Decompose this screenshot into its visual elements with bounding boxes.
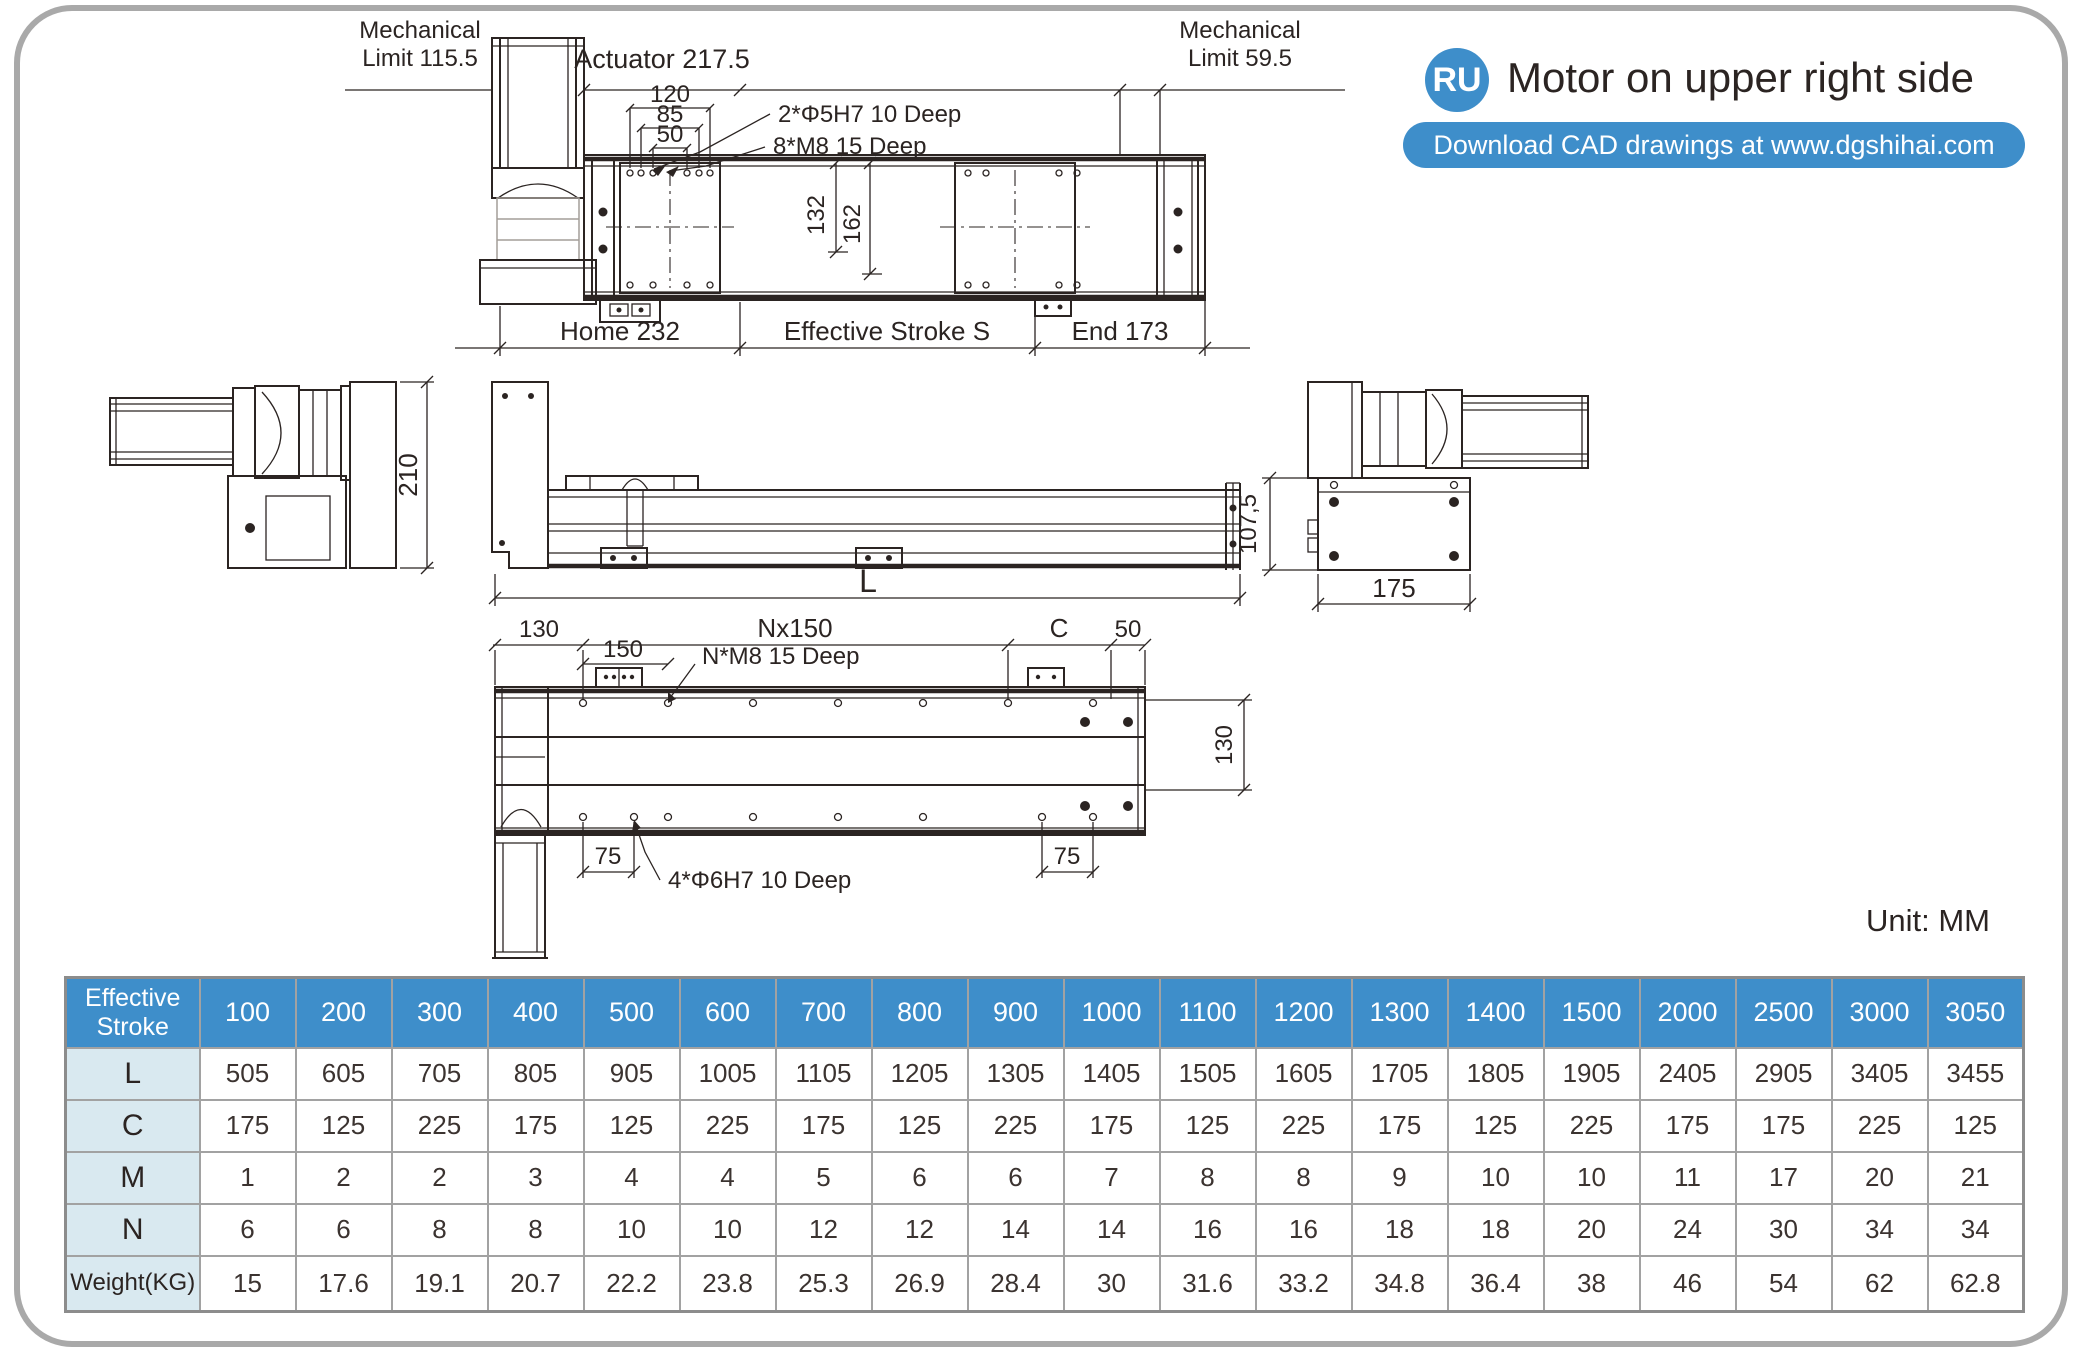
spec-value: 175 bbox=[200, 1100, 296, 1152]
stroke-column-header: 1400 bbox=[1448, 978, 1544, 1048]
spec-value: 1405 bbox=[1064, 1048, 1160, 1100]
dim-nx150-label: Nx150 bbox=[757, 613, 833, 643]
spec-value: 15 bbox=[200, 1256, 296, 1312]
stroke-column-header: 400 bbox=[488, 978, 584, 1048]
dim-132-label: 132 bbox=[803, 194, 830, 236]
side-view bbox=[489, 382, 1246, 606]
corner-label-line2: Stroke bbox=[96, 1012, 169, 1041]
spec-value: 30 bbox=[1736, 1204, 1832, 1256]
spec-value: 8 bbox=[1256, 1152, 1352, 1204]
spec-row bbox=[66, 1048, 2024, 1100]
dim-162-label: 162 bbox=[839, 203, 866, 245]
spec-value: 10 bbox=[680, 1204, 776, 1256]
stroke-column-header: 2000 bbox=[1640, 978, 1736, 1048]
bottom-plan-view bbox=[489, 613, 1252, 958]
spec-value: 34 bbox=[1928, 1204, 2024, 1256]
spec-value: 10 bbox=[1448, 1152, 1544, 1204]
spec-value: 1705 bbox=[1352, 1048, 1448, 1100]
row-label: L bbox=[66, 1048, 200, 1100]
spec-value: 225 bbox=[968, 1100, 1064, 1152]
home-dim-label: Home 232 bbox=[560, 316, 680, 346]
spec-value: 175 bbox=[776, 1100, 872, 1152]
dim-120-label: 120 bbox=[649, 81, 691, 108]
spec-value: 31.6 bbox=[1160, 1256, 1256, 1312]
spec-value: 1605 bbox=[1256, 1048, 1352, 1100]
spec-value: 175 bbox=[1736, 1100, 1832, 1152]
spec-value: 605 bbox=[296, 1048, 392, 1100]
spec-value: 24 bbox=[1640, 1204, 1736, 1256]
stroke-column-header: 1200 bbox=[1256, 978, 1352, 1048]
dim-c-label: C bbox=[1049, 613, 1069, 643]
download-cad-label: Download CAD drawings at www.dgshihai.com bbox=[1433, 129, 1995, 160]
dim-210-label: 210 bbox=[393, 453, 423, 497]
spec-value: 175 bbox=[1064, 1100, 1160, 1152]
spec-value: 1005 bbox=[680, 1048, 776, 1100]
dim-85-label: 85 bbox=[656, 101, 684, 128]
spec-value: 3455 bbox=[1928, 1048, 2024, 1100]
spec-value: 34 bbox=[1832, 1204, 1928, 1256]
spec-value: 805 bbox=[488, 1048, 584, 1100]
corner-label-line1: Effective bbox=[85, 984, 181, 1012]
stroke-column-header: 1000 bbox=[1064, 978, 1160, 1048]
spec-value: 125 bbox=[584, 1100, 680, 1152]
spec-value: 175 bbox=[1352, 1100, 1448, 1152]
spec-value: 175 bbox=[488, 1100, 584, 1152]
spec-value: 34.8 bbox=[1352, 1256, 1448, 1312]
dim-130-left-label: 130 bbox=[518, 616, 560, 643]
pin-holes-note: 2*Φ5H7 10 Deep bbox=[778, 101, 962, 128]
spec-value: 6 bbox=[296, 1204, 392, 1256]
spec-value: 9 bbox=[1352, 1152, 1448, 1204]
spec-value: 33.2 bbox=[1256, 1256, 1352, 1312]
dim-175-label: 175 bbox=[1372, 573, 1416, 603]
spec-value: 38 bbox=[1544, 1256, 1640, 1312]
spec-value: 19.1 bbox=[392, 1256, 488, 1312]
spec-value: 125 bbox=[1448, 1100, 1544, 1152]
mech-limit-right-label-1: Mechanical bbox=[1179, 17, 1301, 44]
spec-value: 4 bbox=[584, 1152, 680, 1204]
dim-150-label: 150 bbox=[602, 636, 644, 663]
mech-limit-left-label-1: Mechanical bbox=[359, 17, 481, 44]
spec-value: 20.7 bbox=[488, 1256, 584, 1312]
spec-value: 17 bbox=[1736, 1152, 1832, 1204]
spec-value: 505 bbox=[200, 1048, 296, 1100]
spec-value: 3 bbox=[488, 1152, 584, 1204]
spec-value: 16 bbox=[1256, 1204, 1352, 1256]
spec-row bbox=[66, 1256, 2024, 1312]
spec-value: 8 bbox=[488, 1204, 584, 1256]
stroke-column-header: 800 bbox=[872, 978, 968, 1048]
spec-value: 36.4 bbox=[1448, 1256, 1544, 1312]
spec-value: 16 bbox=[1160, 1204, 1256, 1256]
stroke-column-header: 1500 bbox=[1544, 978, 1640, 1048]
row-label: N bbox=[66, 1204, 200, 1256]
spec-value: 905 bbox=[584, 1048, 680, 1100]
spec-value: 14 bbox=[1064, 1204, 1160, 1256]
spec-value: 225 bbox=[680, 1100, 776, 1152]
stroke-column-header: 1100 bbox=[1160, 978, 1256, 1048]
spec-value: 20 bbox=[1544, 1204, 1640, 1256]
spec-value: 2405 bbox=[1640, 1048, 1736, 1100]
stroke-column-header: 300 bbox=[392, 978, 488, 1048]
spec-value: 46 bbox=[1640, 1256, 1736, 1312]
spec-value: 17.6 bbox=[296, 1256, 392, 1312]
spec-value: 62 bbox=[1832, 1256, 1928, 1312]
spec-value: 175 bbox=[1640, 1100, 1736, 1152]
spec-value: 54 bbox=[1736, 1256, 1832, 1312]
row-label: C bbox=[66, 1100, 200, 1152]
stroke-column-header: 200 bbox=[296, 978, 392, 1048]
spec-value: 12 bbox=[776, 1204, 872, 1256]
spec-row bbox=[66, 1204, 2024, 1256]
stroke-column-header: 100 bbox=[200, 978, 296, 1048]
mech-limit-right-label-2: Limit 59.5 bbox=[1187, 45, 1293, 72]
spec-value: 22.2 bbox=[584, 1256, 680, 1312]
spec-row bbox=[66, 1152, 2024, 1204]
spec-value: 225 bbox=[392, 1100, 488, 1152]
spec-value: 1105 bbox=[776, 1048, 872, 1100]
spec-value: 125 bbox=[872, 1100, 968, 1152]
spec-table bbox=[64, 976, 2025, 1313]
stroke-dim-label: Effective Stroke S bbox=[783, 316, 991, 346]
dim-75-left-label: 75 bbox=[594, 843, 622, 870]
stroke-column-header: 2500 bbox=[1736, 978, 1832, 1048]
spec-value: 705 bbox=[392, 1048, 488, 1100]
plan-tap-holes-note: N*M8 15 Deep bbox=[702, 643, 860, 670]
stroke-column-header: 700 bbox=[776, 978, 872, 1048]
spec-value: 8 bbox=[1160, 1152, 1256, 1204]
spec-value: 225 bbox=[1256, 1100, 1352, 1152]
spec-value: 28.4 bbox=[968, 1256, 1064, 1312]
spec-value: 25.3 bbox=[776, 1256, 872, 1312]
stroke-column-header: 900 bbox=[968, 978, 1064, 1048]
spec-value: 6 bbox=[872, 1152, 968, 1204]
left-end-view bbox=[110, 376, 434, 574]
spec-value: 1905 bbox=[1544, 1048, 1640, 1100]
stroke-column-header: 3000 bbox=[1832, 978, 1928, 1048]
spec-value: 2 bbox=[392, 1152, 488, 1204]
stroke-header-row bbox=[66, 978, 2024, 1048]
dim-50-label: 50 bbox=[1114, 616, 1142, 643]
stroke-column-header: 500 bbox=[584, 978, 680, 1048]
badge-label: RU bbox=[1432, 60, 1482, 99]
spec-value: 12 bbox=[872, 1204, 968, 1256]
spec-value: 10 bbox=[584, 1204, 680, 1256]
dim-130-side-label: 130 bbox=[1211, 724, 1238, 766]
spec-value: 1305 bbox=[968, 1048, 1064, 1100]
spec-value: 30 bbox=[1064, 1256, 1160, 1312]
spec-value: 18 bbox=[1352, 1204, 1448, 1256]
spec-value: 6 bbox=[968, 1152, 1064, 1204]
spec-value: 5 bbox=[776, 1152, 872, 1204]
end-dim-label: End 173 bbox=[1071, 316, 1169, 346]
dim-50-label: 50 bbox=[656, 121, 684, 148]
spec-value: 125 bbox=[296, 1100, 392, 1152]
actuator-dim-label: Actuator 217.5 bbox=[574, 44, 750, 74]
spec-value: 26.9 bbox=[872, 1256, 968, 1312]
stroke-column-header: 1300 bbox=[1352, 978, 1448, 1048]
spec-value: 21 bbox=[1928, 1152, 2024, 1204]
row-label: Weight(KG) bbox=[66, 1256, 200, 1312]
dim-length-label: L bbox=[859, 563, 877, 599]
spec-value: 1505 bbox=[1160, 1048, 1256, 1100]
front-elevation-view bbox=[345, 17, 1345, 356]
spec-value: 4 bbox=[680, 1152, 776, 1204]
stroke-column-header: 600 bbox=[680, 978, 776, 1048]
spec-value: 1805 bbox=[1448, 1048, 1544, 1100]
tap-holes-note: 8*M8 15 Deep bbox=[773, 133, 927, 160]
spec-value: 225 bbox=[1832, 1100, 1928, 1152]
unit-note: Unit: MM bbox=[1866, 903, 1990, 938]
corner-header-cell bbox=[66, 978, 200, 1048]
spec-value: 62.8 bbox=[1928, 1256, 2024, 1312]
spec-value: 10 bbox=[1544, 1152, 1640, 1204]
row-label: M bbox=[66, 1152, 200, 1204]
spec-value: 11 bbox=[1640, 1152, 1736, 1204]
spec-row bbox=[66, 1100, 2024, 1152]
spec-value: 1 bbox=[200, 1152, 296, 1204]
spec-value: 8 bbox=[392, 1204, 488, 1256]
spec-value: 2905 bbox=[1736, 1048, 1832, 1100]
page-title: Motor on upper right side bbox=[1507, 54, 1974, 101]
stroke-column-header: 3050 bbox=[1928, 978, 2024, 1048]
spec-value: 7 bbox=[1064, 1152, 1160, 1204]
spec-value: 1205 bbox=[872, 1048, 968, 1100]
right-end-view bbox=[1235, 382, 1588, 612]
dim-107-5-label: 107,5 bbox=[1235, 493, 1262, 555]
spec-value: 125 bbox=[1928, 1100, 2024, 1152]
spec-value: 6 bbox=[200, 1204, 296, 1256]
spec-value: 18 bbox=[1448, 1204, 1544, 1256]
dowel-holes-note: 4*Φ6H7 10 Deep bbox=[668, 867, 852, 894]
spec-value: 20 bbox=[1832, 1152, 1928, 1204]
mech-limit-left-label-2: Limit 115.5 bbox=[362, 45, 478, 72]
spec-value: 3405 bbox=[1832, 1048, 1928, 1100]
spec-value: 23.8 bbox=[680, 1256, 776, 1312]
spec-value: 14 bbox=[968, 1204, 1064, 1256]
spec-value: 125 bbox=[1160, 1100, 1256, 1152]
spec-value: 225 bbox=[1544, 1100, 1640, 1152]
spec-value: 2 bbox=[296, 1152, 392, 1204]
dim-75-right-label: 75 bbox=[1053, 843, 1081, 870]
